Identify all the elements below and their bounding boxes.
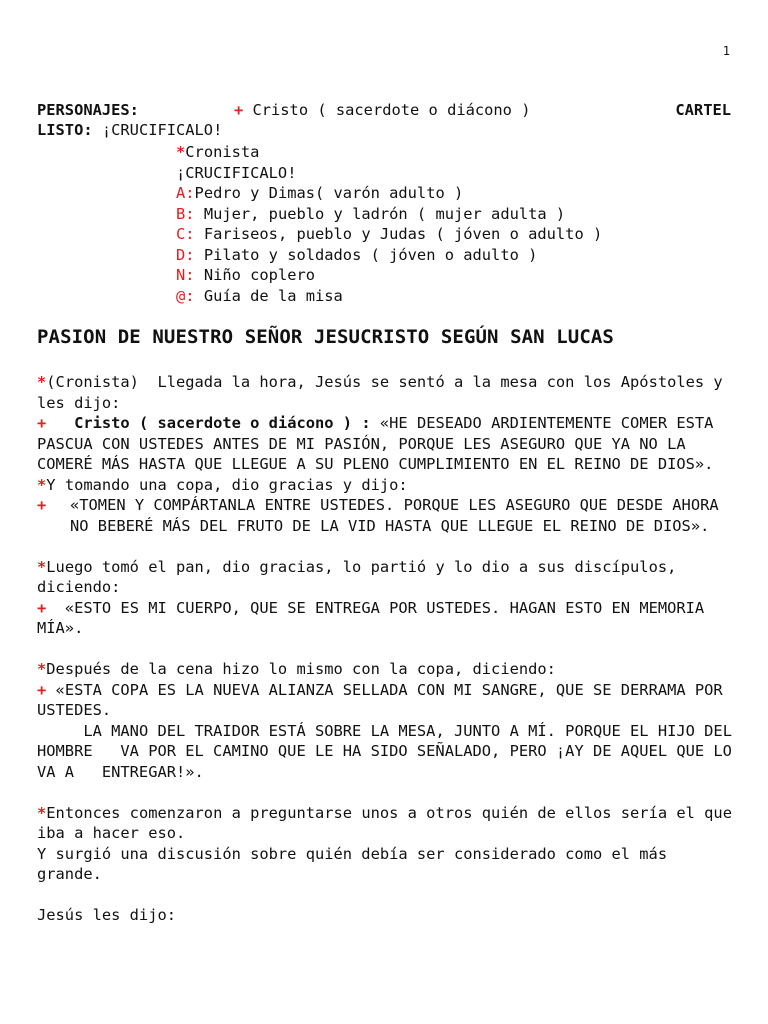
cast-marker: D: xyxy=(176,245,195,264)
cast-item-guia xyxy=(176,286,602,307)
cast-marker: @: xyxy=(176,286,195,305)
page-number: 1 xyxy=(722,44,730,58)
listo-text: ¡CRUCIFICALO! xyxy=(92,121,223,139)
paragraph-cronista-3 xyxy=(37,557,737,598)
paragraph-cronista-2 xyxy=(37,475,737,496)
cristo-marker: + xyxy=(37,496,47,514)
paragraph-cristo-5: LA MANO DEL TRAIDOR ESTÁ SOBRE LA MESA, JUNTO A MÍ. PORQUE EL HIJO DEL HOMBRE VA POR EL CAMINO QUE LE HA SIDO SEÑALADO, PERO ¡AY DE AQUEL QUE LO VA A ENTREGAR!». xyxy=(37,721,742,781)
paragraph-cristo-3 xyxy=(37,598,737,639)
paragraph-cronista-intro xyxy=(37,372,737,413)
cast-text: ¡CRUCIFICALO! xyxy=(176,163,297,182)
paragraph-text: (Cronista) Llegada la hora, Jesús se sentó a la mesa con los Apóstoles y les dijo: xyxy=(37,373,732,412)
paragraph-text: Después de la cena hizo lo mismo con la copa, diciendo: xyxy=(46,660,556,678)
cronista-marker: * xyxy=(37,803,47,822)
cronista-marker: * xyxy=(37,475,47,494)
paragraph-jesus-dijo: Jesús les dijo: xyxy=(37,906,176,924)
cast-item-c xyxy=(176,224,602,245)
cronista-marker: * xyxy=(37,557,47,576)
paragraph-text: Entonces comenzaron a preguntarse unos a otros quién de ellos sería el que iba a hacer eso. xyxy=(37,803,742,842)
paragraph-cristo-1 xyxy=(37,413,737,475)
cast-text: Pilato y soldados ( jóven o adulto ) xyxy=(194,245,538,264)
cast-marker: N: xyxy=(176,266,195,284)
paragraph-cronista-4 xyxy=(37,659,737,680)
cristo-marker: + xyxy=(37,598,47,617)
paragraph-text: «ESTA COPA ES LA NUEVA ALIANZA SELLADA CON MI SANGRE, QUE SE DERRAMA POR USTEDES. xyxy=(37,680,732,719)
cronista-marker: * xyxy=(37,373,47,391)
paragraph-text: «ESTO ES MI CUERPO, QUE SE ENTREGA POR USTEDES. HAGAN ESTO EN MEMORIA MÍA». xyxy=(37,598,714,637)
cast-text: Guía de la misa xyxy=(194,286,343,305)
document-title: PASION DE NUESTRO SEÑOR JESUCRISTO SEGÚN SAN LUCAS xyxy=(37,326,614,348)
paragraph-text: «TOMEN Y COMPÁRTANLA ENTRE USTEDES. PORQUE LES ASEGURO QUE DESDE AHORA NO BEBERÉ MÁS DEL FRUTO DE LA VID HASTA QUE LLEGUE EL REINO DE DIOS». xyxy=(70,496,728,535)
cast-list xyxy=(176,142,602,306)
paragraph-discusion: Y surgió una discusión sobre quién debía ser considerado como el más grande. xyxy=(37,844,677,883)
cronista-marker: * xyxy=(37,660,47,678)
cristo-marker: + xyxy=(37,680,47,699)
cast-item-cronista xyxy=(176,142,602,163)
cast-item-n xyxy=(176,265,602,286)
paragraph-cristo-2 xyxy=(37,495,737,536)
cast-text: Mujer, pueblo y ladrón ( mujer adulta ) xyxy=(194,204,566,223)
cartel-label: CARTEL xyxy=(675,101,731,119)
paragraph-text: Y tomando una copa, dio gracias y dijo: xyxy=(46,475,408,494)
cast-marker: C: xyxy=(176,225,195,243)
listo-label: LISTO: xyxy=(37,121,93,139)
cast-text: Pedro y Dimas( varón adulto ) xyxy=(194,184,464,202)
cast-marker: * xyxy=(176,143,186,161)
speaker-label: Cristo ( sacerdote o diácono ) : xyxy=(74,414,371,432)
cast-item-crucificalo xyxy=(176,163,602,184)
cast-item-d xyxy=(176,245,602,266)
cristo-role: Cristo ( sacerdote o diácono ) xyxy=(243,101,531,119)
listo-line xyxy=(37,120,222,141)
paragraph-cronista-5 xyxy=(37,803,742,844)
document-body xyxy=(37,372,742,926)
cristo-marker: + xyxy=(233,101,244,119)
cristo-marker: + xyxy=(37,414,47,432)
paragraph-text: Luego tomó el pan, dio gracias, lo partió y lo dio a sus discípulos, diciendo: xyxy=(37,557,686,596)
cast-text: Fariseos, pueblo y Judas ( jóven o adulto ) xyxy=(194,225,603,243)
paragraph-text: «HE DESEADO ARDIENTEMENTE COMER ESTA PASCUA CON USTEDES ANTES DE MI PASIÓN, PORQUE LES ASEGURO QUE YA NO LA COMERÉ MÁS HASTA QUE LLEGUE A SU PLENO CUMPLIMIENTO EN EL REINO DE DIOS». xyxy=(37,414,723,473)
personajes-label: PERSONAJES: xyxy=(37,101,139,119)
personajes-line xyxy=(37,100,731,121)
cast-item-a xyxy=(176,183,602,204)
cast-marker: B: xyxy=(176,204,195,223)
cast-text: Niño coplero xyxy=(194,266,316,284)
cast-marker: A: xyxy=(176,184,195,202)
paragraph-cristo-4 xyxy=(37,680,737,721)
cast-text: Cronista xyxy=(185,143,260,161)
cast-item-b xyxy=(176,204,602,225)
